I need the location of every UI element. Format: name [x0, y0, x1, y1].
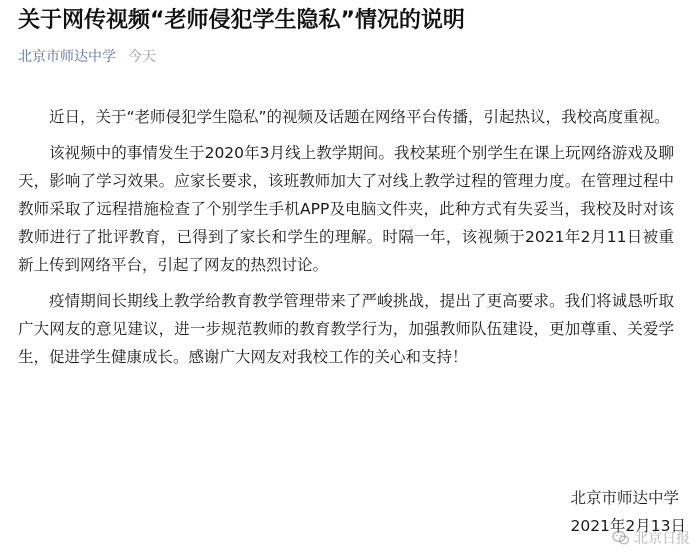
article-date: 今天: [128, 49, 156, 65]
watermark-text: 北京日报: [634, 531, 690, 547]
paragraph-3: 疫情期间长期线上教学给教育教学管理带来了严峻挑战，提出了更高要求。我们将诚恳听取广大网友的意见建议，进一步规范教师的教育教学行为，加强教师队伍建设，更加尊重、关爱学生，促进学生健康成长。感谢广大网友对我校工作的关心和支持！: [18, 292, 674, 366]
paragraph-2: 该视频中的事情发生于2020年3月线上教学期间。我校某班个别学生在课上玩网络游戏及聊天，影响了学习效果。应家长要求，该班教师加大了对线上教学过程的管理力度。在管理过程中教师采取了远程措施检查了个别学生手机APP及电脑文件夹，此种方式有失妥当，我校及时对该教师进行了批评教育，已得到了家长和学生的理解。时隔一年，该视频于2021年2月11日被重新上传到网络平台，引起了网友的热烈讨论。: [18, 144, 674, 274]
watermark: [612, 528, 690, 548]
signature-date: 2021年2月13日: [570, 517, 686, 535]
paragraph-1: 近日，关于“老师侵犯学生隐私”的视频及话题在网络平台传播，引起热议，我校高度重视。: [49, 108, 670, 126]
article-meta: [18, 47, 156, 67]
article-body: [18, 103, 674, 379]
article-title: 关于网传视频“老师侵犯学生隐私”情况的说明: [18, 8, 465, 33]
article-source-link[interactable]: 北京市师达中学: [18, 49, 116, 65]
wechat-bubble-icon: [612, 529, 630, 547]
signature-org: 北京市师达中学: [570, 489, 679, 507]
